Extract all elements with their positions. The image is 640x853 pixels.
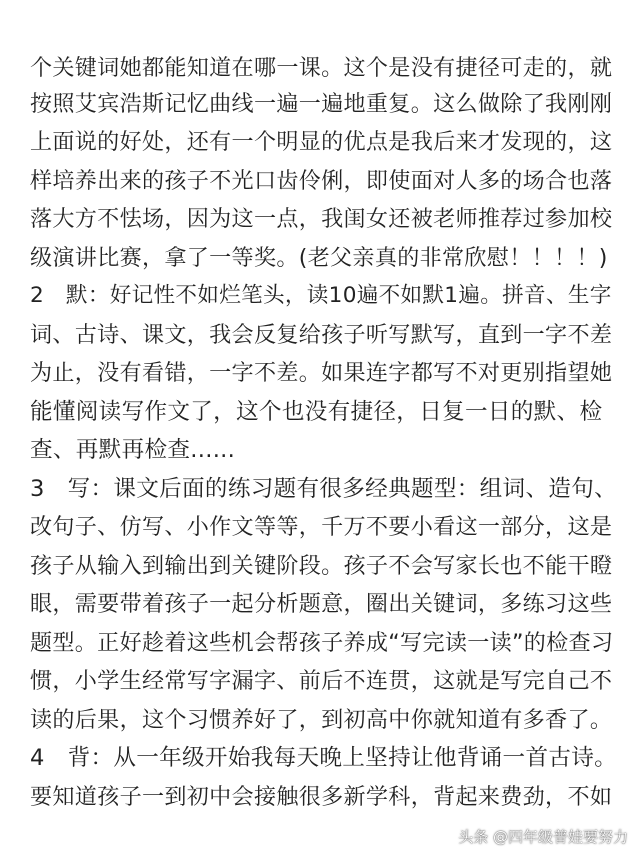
text-line-1: 个关键词她都能知道在哪一课。这个是没有捷径可走的，就 bbox=[30, 55, 613, 81]
text-line-10: 能懂阅读写作文了，这个也没有捷径，日复一日的默、检 bbox=[30, 399, 603, 425]
text-line-6: 级演讲比赛，拿了一等奖。(老父亲真的非常欣慰！！！！) bbox=[30, 245, 608, 271]
text-line-11: 查、再默再检查...... bbox=[30, 437, 236, 463]
text-line-7: 2 默：好记性不如烂笔头，读10遍不如默1遍。拼音、生字 bbox=[30, 283, 612, 308]
text-line-19: 4 背：从一年级开始我每天晚上坚持让他背诵一首古诗。 bbox=[30, 745, 618, 771]
text-line-14: 孩子从输入到输出到关键阶段。孩子不会写家长也不能干瞪 bbox=[30, 553, 613, 579]
text-line-2: 按照艾宾浩斯记忆曲线一遍一遍地重复。这么做除了我刚刚 bbox=[30, 91, 613, 117]
text-line-18: 读的后果，这个习惯养好了，到初高中你就知道有多香了。 bbox=[30, 707, 613, 733]
text-line-9: 为止，没有看错，一字不差。如果连字都写不对更别指望她 bbox=[30, 360, 613, 386]
source-watermark: 头条 @四年级普娃要努力 bbox=[458, 828, 628, 846]
text-line-15: 眼，需要带着孩子一起分析题意，圈出关键词，多练习这些 bbox=[30, 591, 613, 617]
text-line-12: 3 写：课文后面的练习题有很多经典题型：组词、造句、 bbox=[30, 476, 618, 502]
text-line-4: 样培养出来的孩子不光口齿伶俐，即使面对人多的场合也落 bbox=[30, 168, 613, 194]
text-line-17: 惯，小学生经常写字漏字、前后不连贯，这就是写完自己不 bbox=[30, 668, 613, 694]
text-line-20: 要知道孩子一到初中会接触很多新学科，背起来费劲，不如 bbox=[30, 784, 613, 810]
text-line-13: 改句子、仿写、小作文等等，千万不要小看这一部分，这是 bbox=[30, 514, 613, 540]
text-line-5: 落大方不怯场，因为这一点，我闺女还被老师推荐过参加校 bbox=[30, 206, 613, 232]
text-line-8: 词、古诗、课文，我会反复给孩子听写默写，直到一字不差 bbox=[30, 322, 613, 348]
text-line-3: 上面说的好处，还有一个明显的优点是我后来才发现的，这 bbox=[30, 129, 613, 155]
text-line-16: 题型。正好趁着这些机会帮孩子养成“写完读一读”的检查习 bbox=[30, 630, 614, 656]
